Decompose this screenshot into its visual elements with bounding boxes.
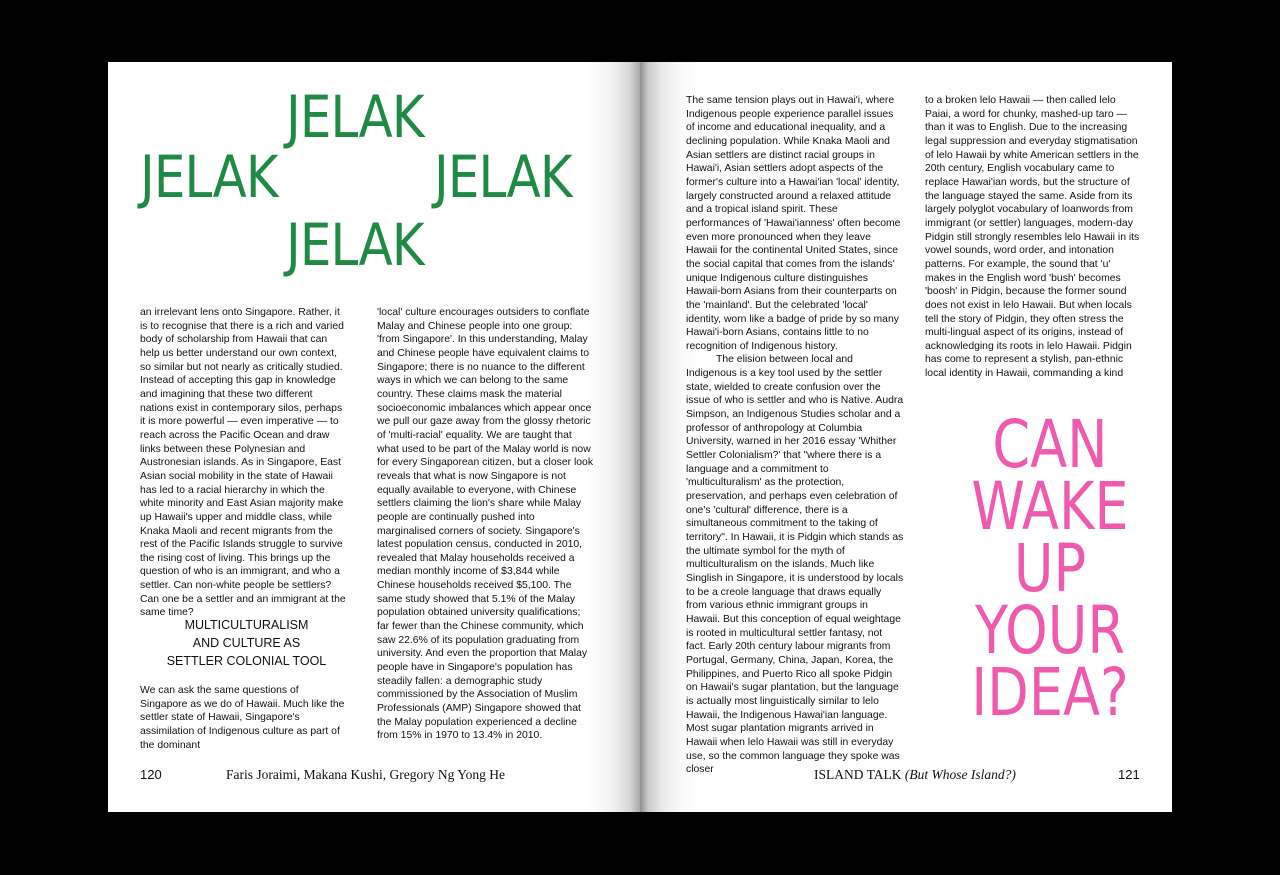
section-heading-line: SETTLER COLONIAL TOOL (166, 654, 327, 668)
running-footer-title (814, 767, 1016, 783)
right-page (640, 62, 1172, 812)
body-paragraph: The elision between local and Indigenous is a key tool used by the settler state, wielded to create confusion over the issue of who is settler and who is Native. Audra Simpson, an Indigenous Studies scholar and a professor of anthropology at Columbia University, warned in her 2016 essay 'Whither Settler Colonialism?' that "where there is a language and a commitment to 'multiculturalism' as the protection, preservation, and perhaps even celebration of one's 'cultural' difference, there is a simultaneous commitment to the taking of territory". In Hawaii, it is Pidgin which stands as the ultimate symbol for the myth of multiculturalism on the islands. Much like Singlish in Singapore, it is understood by locals to be a creole language that draws equally from various ethnic immigrant groups in Hawaii. But this conception of equal weightage is rooted in multicultural settler fantasy, not fact. Early 20th century labour migrants from Portugal, Germany, China, Japan, Korea, the Philippines, and Puerto Rico all spoke Pidgin on Hawaii's sugar plantation, but the language is actually most linguistically similar to lelo Hawaii, the Indigenous Hawai'ian language. Most sugar plantation migrants arrived in Hawaii when lelo Hawaii was still in everyday use, so the common language they spoke was closer (686, 354, 904, 776)
body-paragraph: an irrelevant lens onto Singapore. Rather, it is to recognise that there is a rich and varied body of scholarship from Hawaii that can help us better understand our own context, so similar but not nearly as critically studied. Instead of accepting this gap in knowledge and imagining that these two different nations exist in contemporary silos, perhaps it is more powerful — even imperative — to reach across the Pacific Ocean and draw links between these Polynesian and Austronesian islands. As in Singapore, East Asian social mobility in the state of Hawaii has led to a racial hierarchy in which the white minority and East Asian majority make up Hawaii's upper and middle class, while Knaka Maoli and recent migrants from the rest of the Pacific Islands struggle to survive the rising cost of living. This brings up the question of who is an immigrant, and who a settler. Can non-white people be settlers? Can one be a settler and an immigrant at the same time? (140, 307, 346, 619)
body-paragraph: to a broken lelo Hawaii — then called lelo Paiai, a word for chunky, mashed-up taro — than it was to English. Due to the increasing legal suppression and everyday stigmatisation of lelo Hawaii by white American settlers in the 20th century, English vocabulary came to replace Hawai'ian words, but the structure of the language stayed the same. Aside from its largely polyglot vocabulary of loanwords from immigrant (or settler) languages, modern-day Pidgin still strongly resembles lelo Hawaii in its vowel sounds, word order, and intonation patterns. For example, the sound that 'u' makes in the English word 'bush' becomes 'boosh' in Pidgin, because the former sound does not exist in lelo Hawaii. But when locals tell the story of Pidgin, they often stress the multi-lingual aspect of its origins, instead of acknowledging its roots in lelo Hawaii. Pidgin has come to represent a stylish, pan-ethnic local identity in Hawaii, commanding a kind (925, 95, 1140, 380)
page-number-left: 120 (140, 767, 162, 782)
left-column-1 (140, 306, 347, 620)
pink-line: YOUR (975, 592, 1125, 669)
body-paragraph: We can ask the same questions of Singapore as we do of Hawaii. Much like the settler state of Hawaii, Singapore's assimilation of Indigenous culture as part of the dominant (140, 685, 345, 751)
pink-display-text (940, 406, 1160, 731)
left-column-1-continued (140, 684, 347, 752)
display-word-top: JELAK (286, 83, 424, 151)
running-title: ISLAND TALK (814, 767, 902, 782)
section-heading (140, 616, 353, 670)
left-page (108, 62, 640, 812)
running-footer-authors: Faris Joraimi, Makana Kushi, Gregory Ng Yong He (226, 767, 505, 782)
pink-line: WAKE (971, 468, 1129, 545)
display-word-bottom: JELAK (286, 211, 424, 279)
pink-line: IDEA? (971, 654, 1129, 731)
display-word-left: JELAK (140, 143, 278, 211)
body-paragraph: 'local' culture encourages outsiders to conflate Malay and Chinese people into one group: 'from Singapore'. In this understanding, Malay and Chinese people have equivalent claims to Singapore; there is no nuance to the different ways in which we can belong to the same country. These claims mask the material socioeconomic imbalances which appear once we pull our gaze away from the glossy rhetoric of 'multi-racial' equality. We are taught that what used to be part of the Malay world is now for every Singaporean citizen, but a closer look reveals that what is now Singapore is not equally available to everyone, with Chinese settlers claiming the lion's share while Malay people are continually pushed into marginalised corners of society. Singapore's latest population census, conducted in 2010, revealed that Malay households received a median monthly income of $3,844 while Chinese households received $5,100. The same study showed that 5.1% of the Malay population obtained university qualifications; far fewer than the Chinese community, which saw 22.6% of its population graduating from university. And even the proportion that Malay people have in Singapore's population has steadily fallen: a demographic study commissioned by the Association of Muslim Professionals (AMP) Singapore showed that the Malay population experienced a decline from 15% in 1970 to 13.4% in 2010. (377, 307, 594, 742)
display-word-right: JELAK (434, 143, 572, 211)
left-column-2 (377, 306, 593, 743)
pink-line: UP (1013, 530, 1087, 607)
body-paragraph: The same tension plays out in Hawai'i, where Indigenous people experience parallel issues of income and educational inequality, and a declining population. While Knaka Maoli and Asian settlers are distinct racial groups in Hawai'i, Asian settlers adopt aspects of the former's culture into a Hawai'ian 'local' identity, largely constructed around a relaxed attitude and a tropical island spirit. These performances of 'Hawai'ianness' often become even more pronounced when they leave Hawaii for the continental United States, since the social capital that comes from the islands' unique Indigenous culture distinguishes Hawaii-born Asians from their counterparts on the 'mainland'. But the celebrated 'local' identity, worn like a badge of pride by so many Hawai'i-born Asians, contains little to no recognition of Indigenous history. (686, 95, 901, 352)
section-heading-line: AND CULTURE AS (192, 636, 301, 650)
right-column-2 (925, 94, 1141, 381)
right-column-1 (686, 94, 904, 777)
running-subtitle: (But Whose Island?) (904, 767, 1016, 782)
page-number-right: 121 (1118, 767, 1140, 782)
section-heading-line: MULTICULTURALISM (184, 618, 309, 632)
pink-line: CAN (992, 406, 1108, 483)
